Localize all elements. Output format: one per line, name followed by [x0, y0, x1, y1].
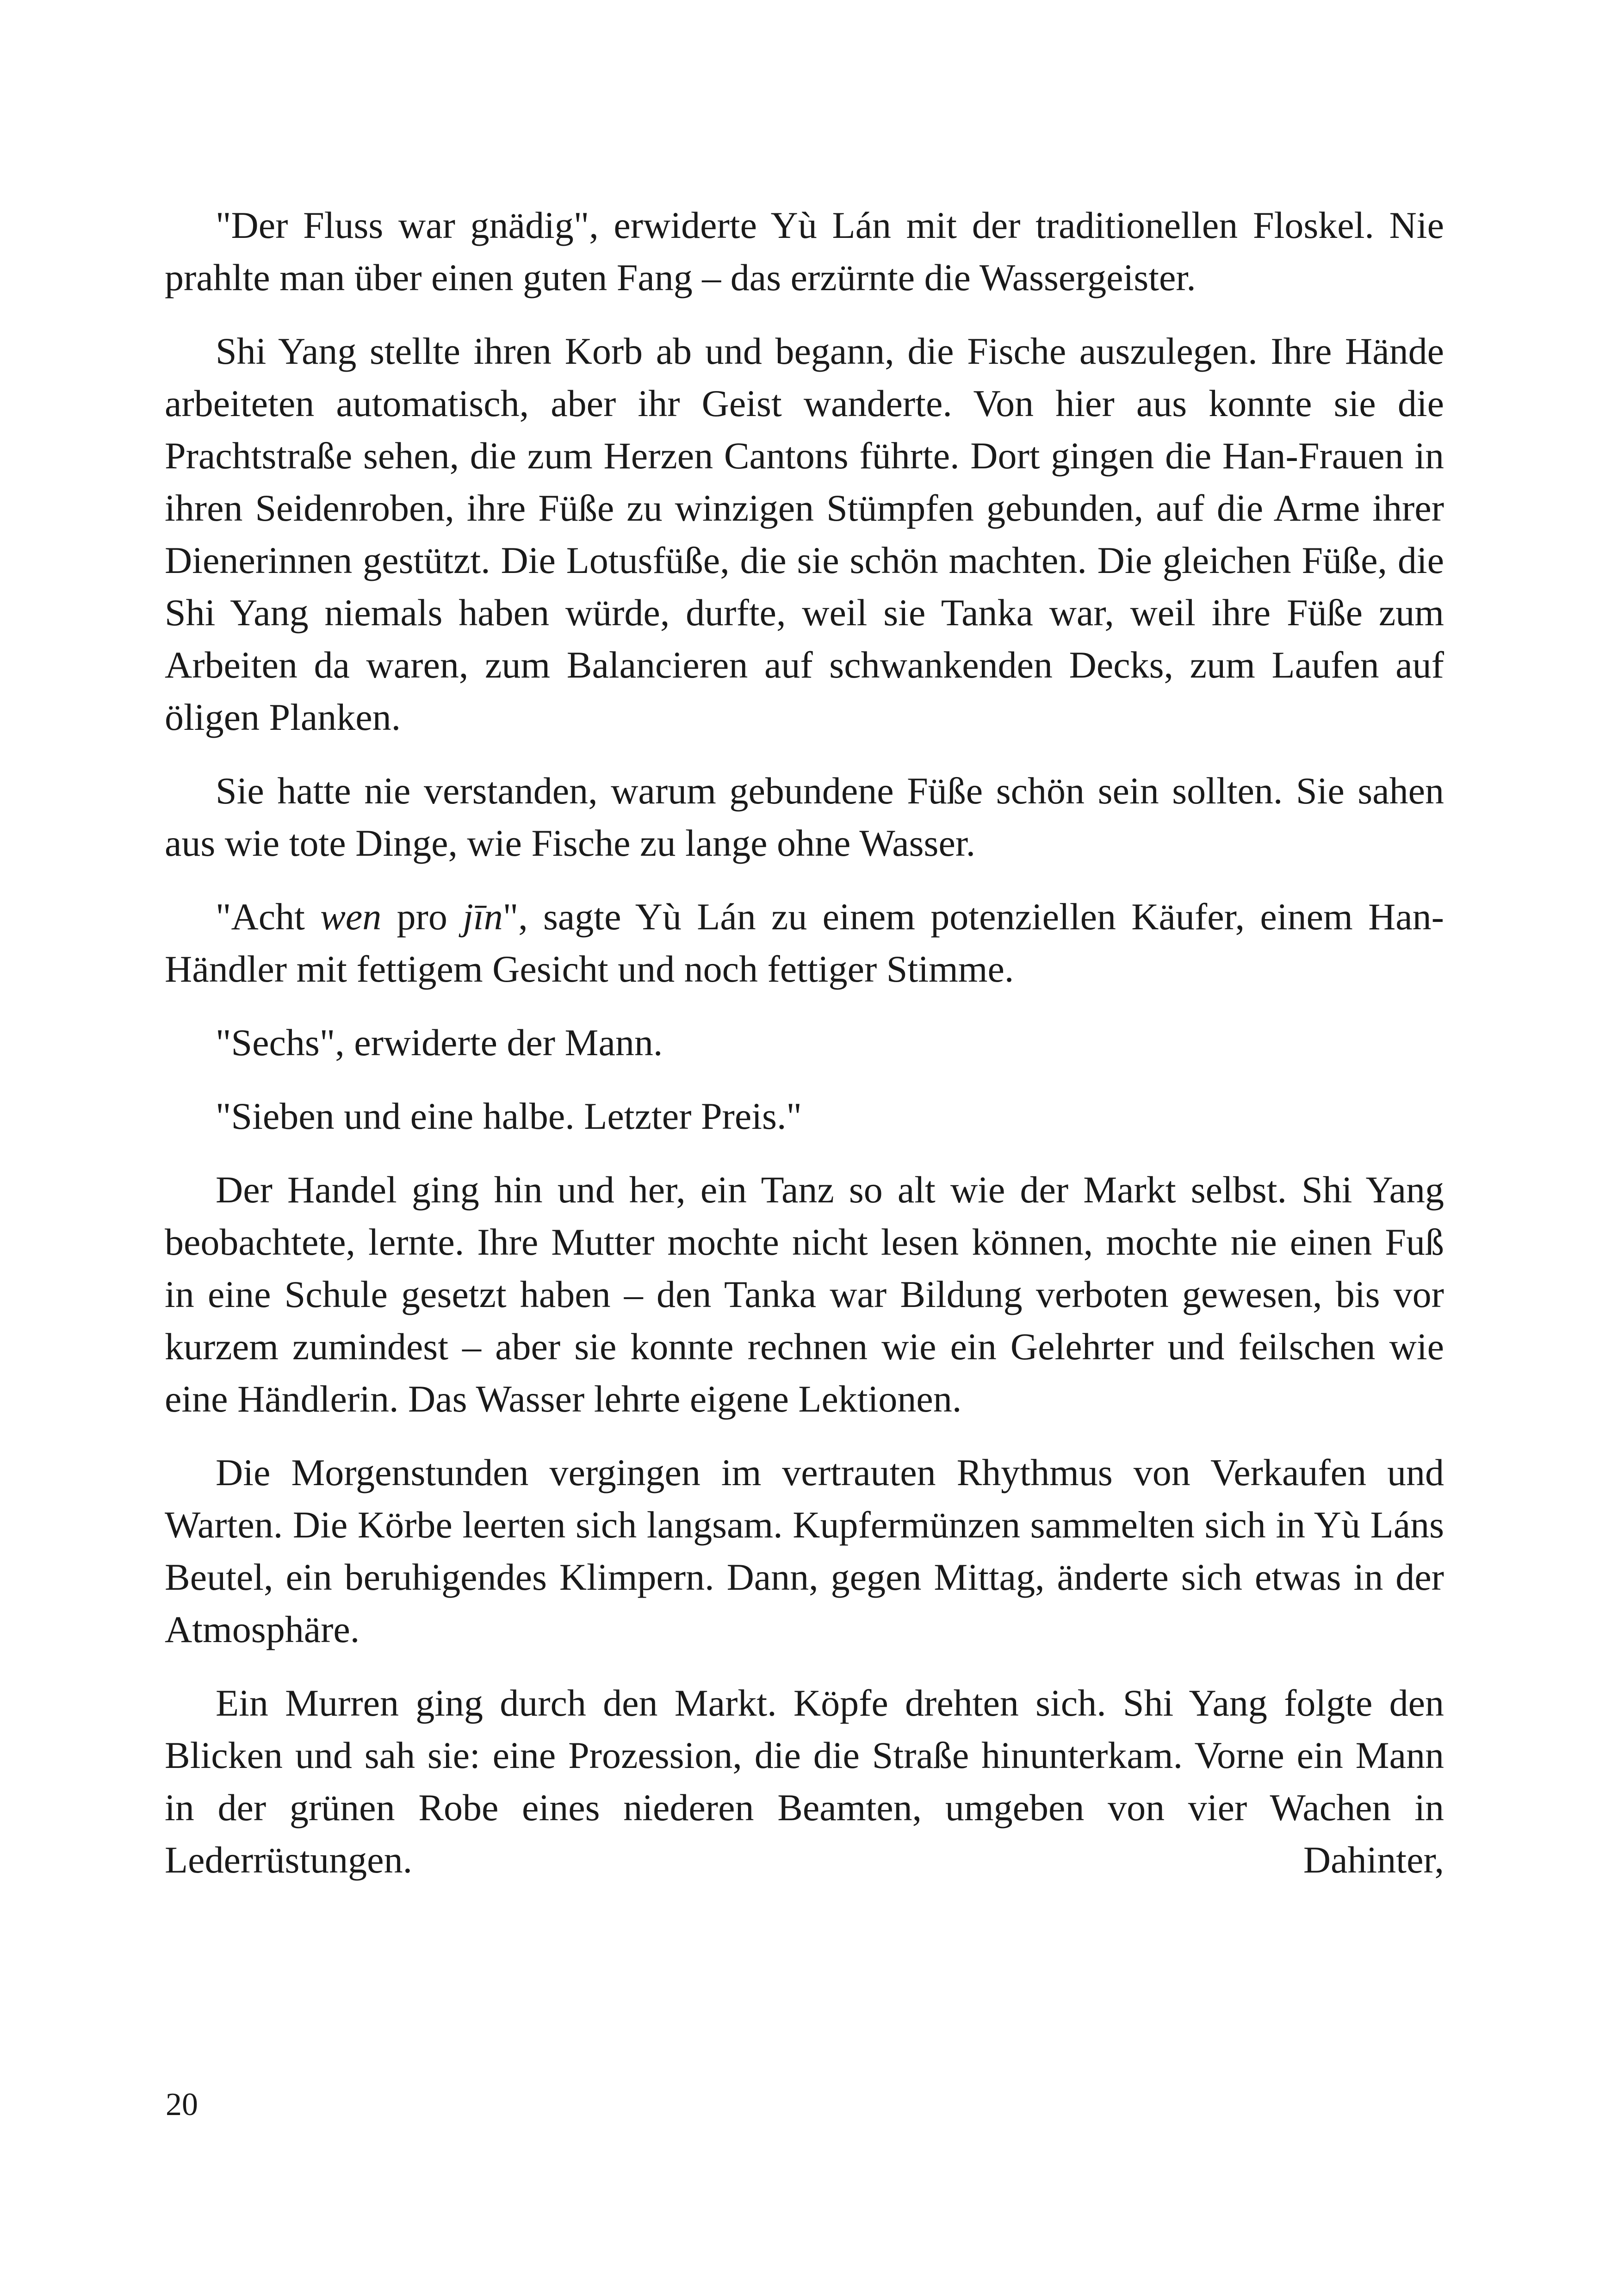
- paragraph-7: Der Handel ging hin und her, ein Tanz so alt wie der Markt selbst. Shi Yang beobachtete, lernte. Ihre Mutter mochte nicht lesen können, mochte nie einen Fuß in eine Schule gesetzt haben – den Tanka war Bildung verboten gewesen, bis vor kurzem zumindest – aber sie konnte rechnen wie ein Gelehrter und feilschen wie eine Händlerin. Das Wasser lehrte eigene Lektionen.: [165, 1169, 1444, 1420]
- paragraph-2: Shi Yang stellte ihren Korb ab und begann, die Fische auszulegen. Ihre Hände arbeiteten automatisch, aber ihr Geist wanderte. Von hier aus konnte sie die Prachtstraße sehen, die zum Herzen Cantons führte. Dort gingen die Han-Frauen in ihren Seidenroben, ihre Füße zu winzigen Stümpfen gebunden, auf die Arme ihrer Dienerinnen gestützt. Die Lotusfüße, die sie schön machten. Die gleichen Füße, die Shi Yang niemals haben würde, durfte, weil sie Tanka war, weil ihre Füße zum Arbeiten da waren, zum Balancieren auf schwankenden Decks, zum Laufen auf öligen Planken.: [165, 330, 1444, 738]
- paragraph-4-before: "Acht: [216, 896, 321, 938]
- paragraph-9: Ein Murren ging durch den Markt. Köpfe drehten sich. Shi Yang folgte den Blicken und sah sie: eine Prozession, die die Straße hinunterkam. Vorne ein Mann in der grünen Robe eines niederen Beamten, umgeben von vier Wachen in Lederrüstungen. Dahinter,: [165, 1682, 1444, 1881]
- paragraph-3: Sie hatte nie verstanden, warum gebundene Füße schön sein sollten. Sie sahen aus wie tote Dinge, wie Fische zu lange ohne Wasser.: [165, 770, 1444, 864]
- paragraph-4-italic-wen: wen: [320, 896, 382, 938]
- paragraph-6: "Sieben und eine halbe. Letzter Preis.": [216, 1095, 802, 1137]
- body-text: [165, 199, 1444, 1907]
- paragraph-4-middle: pro: [381, 896, 463, 938]
- paragraph-4: [165, 890, 1444, 995]
- paragraph-5: "Sechs", erwiderte der Mann.: [216, 1021, 663, 1064]
- paragraph-8: Die Morgenstunden vergingen im vertrauten Rhythmus von Verkaufen und Warten. Die Körbe leerten sich langsam. Kupfermünzen sammelten sich in Yù Láns Beutel, ein beruhigendes Klimpern. Dann, gegen Mittag, änderte sich etwas in der Atmosphäre.: [165, 1451, 1444, 1650]
- page-number: 20: [166, 2087, 198, 2122]
- paragraph-4-after: ", sagte Yù Lán zu einem potenziellen Käufer, einem Han-Händler mit fettigem Gesicht und noch fettiger Stimme.: [165, 896, 1444, 990]
- paragraph-4-italic-jin: jīn: [463, 896, 503, 938]
- paragraph-1: "Der Fluss war gnädig", erwiderte Yù Lán mit der traditionellen Floskel. Nie prahlte man über einen guten Fang – das erzürnte die Wassergeister.: [165, 204, 1444, 299]
